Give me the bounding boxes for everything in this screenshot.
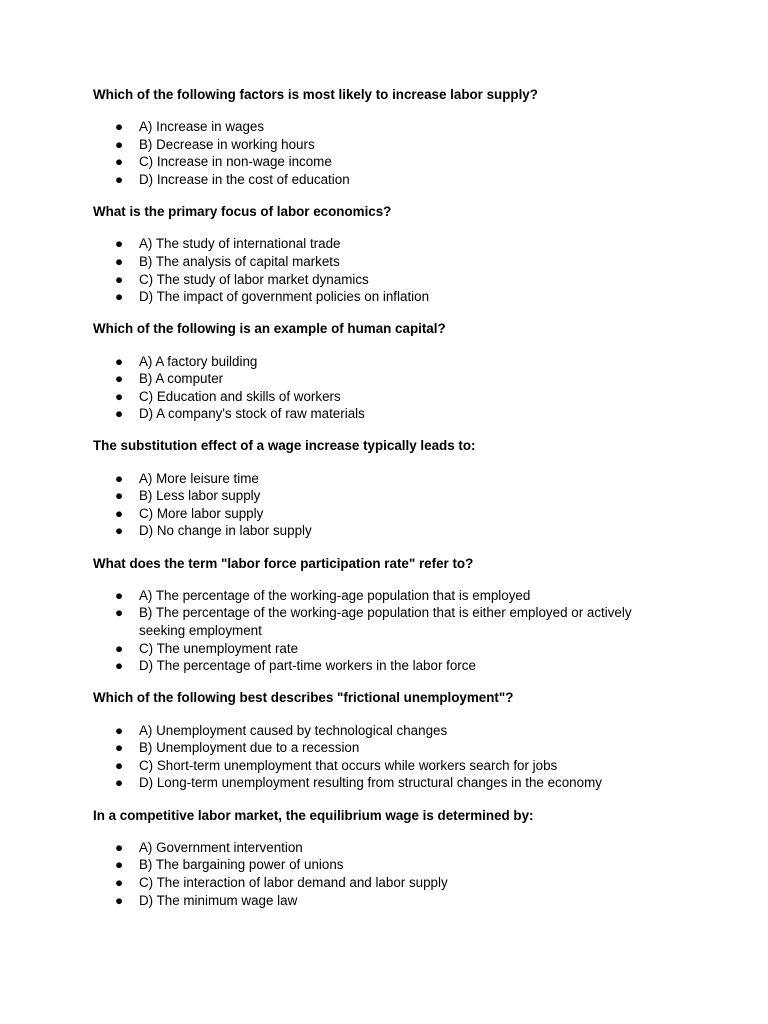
bullet-icon: ● xyxy=(115,388,124,404)
answer-option-text: B) The percentage of the working-age population that is either employed or actively seeking employment xyxy=(139,605,632,638)
answer-option xyxy=(93,604,673,639)
answer-options-list xyxy=(93,235,673,305)
question-text: Which of the following factors is most likely to increase labor supply? xyxy=(93,87,538,102)
question-text: What is the primary focus of labor economics? xyxy=(93,204,392,220)
bullet-icon: ● xyxy=(115,523,124,539)
answer-option-text: C) The interaction of labor demand and labor supply xyxy=(139,874,448,890)
answer-option-text: A) The study of international trade xyxy=(139,236,341,252)
answer-option xyxy=(93,505,673,523)
answer-option-text: B) The bargaining power of unions xyxy=(139,857,344,873)
answer-option-text: B) The analysis of capital markets xyxy=(139,253,340,269)
answer-option xyxy=(93,657,673,675)
bullet-icon: ● xyxy=(115,857,124,873)
answer-option xyxy=(93,136,673,154)
bullet-icon: ● xyxy=(115,353,124,369)
answer-option xyxy=(93,487,673,505)
answer-option-text: B) A computer xyxy=(139,371,224,387)
answer-option xyxy=(93,774,673,792)
answer-option xyxy=(93,288,673,306)
answer-option-text: C) Increase in non-wage income xyxy=(139,154,332,170)
answer-options-list xyxy=(93,587,673,675)
bullet-icon: ● xyxy=(115,587,124,603)
answer-option xyxy=(93,470,673,488)
answer-option xyxy=(93,353,673,371)
answer-option xyxy=(93,388,673,406)
answer-option-text: C) The study of labor market dynamics xyxy=(139,271,369,287)
bullet-icon: ● xyxy=(115,371,124,387)
question-text: Which of the following is an example of human capital? xyxy=(93,321,446,337)
question-text: What does the term "labor force participation rate" refer to? xyxy=(93,555,474,571)
answer-option xyxy=(93,722,673,740)
answer-options-list xyxy=(93,470,673,540)
bullet-icon: ● xyxy=(115,470,124,486)
bullet-icon: ● xyxy=(115,839,124,855)
answer-option-text: D) The minimum wage law xyxy=(139,892,298,908)
answer-option xyxy=(93,892,673,910)
answer-option xyxy=(93,253,673,271)
answer-options-list xyxy=(93,353,673,423)
answer-option xyxy=(93,874,673,892)
answer-option-text: A) A factory building xyxy=(139,353,258,369)
question-text: The substitution effect of a wage increase typically leads to: xyxy=(93,438,476,454)
answer-option xyxy=(93,739,673,757)
bullet-icon: ● xyxy=(115,488,124,504)
bullet-icon: ● xyxy=(115,892,124,908)
answer-option xyxy=(93,522,673,540)
bullet-icon: ● xyxy=(115,154,124,170)
answer-option-text: A) More leisure time xyxy=(139,470,259,486)
answer-options-list xyxy=(93,118,673,188)
bullet-icon: ● xyxy=(115,605,124,621)
answer-option xyxy=(93,235,673,253)
answer-option xyxy=(93,153,673,171)
answer-option-text: C) The unemployment rate xyxy=(139,640,299,656)
bullet-icon: ● xyxy=(115,236,124,252)
answer-option xyxy=(93,757,673,775)
answer-option-text: A) Increase in wages xyxy=(139,119,265,135)
bullet-icon: ● xyxy=(115,640,124,656)
answer-option-text: A) The percentage of the working-age population that is employed xyxy=(139,587,531,603)
bullet-icon: ● xyxy=(115,289,124,305)
answer-option-text: D) The percentage of part-time workers in the labor force xyxy=(139,658,476,674)
answer-option-text: D) The impact of government policies on inflation xyxy=(139,289,430,305)
bullet-icon: ● xyxy=(115,658,124,674)
answer-option-text: B) Decrease in working hours xyxy=(139,136,315,152)
answer-option xyxy=(93,370,673,388)
document-body xyxy=(93,86,673,924)
answer-option-text: C) Short-term unemployment that occurs while workers search for jobs xyxy=(139,757,558,773)
answer-option xyxy=(93,856,673,874)
answer-option-text: B) Unemployment due to a recession xyxy=(139,740,360,756)
bullet-icon: ● xyxy=(115,271,124,287)
answer-option-text: A) Government intervention xyxy=(139,839,303,855)
answer-option-text: C) More labor supply xyxy=(139,505,264,521)
bullet-icon: ● xyxy=(115,136,124,152)
bullet-icon: ● xyxy=(115,119,124,135)
answer-option-text: A) Unemployment caused by technological changes xyxy=(139,722,448,738)
answer-option xyxy=(93,405,673,423)
answer-option-text: B) Less labor supply xyxy=(139,488,261,504)
bullet-icon: ● xyxy=(115,757,124,773)
answer-options-list xyxy=(93,839,673,909)
answer-option xyxy=(93,118,673,136)
bullet-icon: ● xyxy=(115,253,124,269)
answer-option xyxy=(93,171,673,189)
bullet-icon: ● xyxy=(115,171,124,187)
answer-option-text: D) No change in labor supply xyxy=(139,523,312,539)
bullet-icon: ● xyxy=(115,775,124,791)
bullet-icon: ● xyxy=(115,505,124,521)
question-text: Which of the following best describes "frictional unemployment"? xyxy=(93,690,514,706)
answer-option-text: C) Education and skills of workers xyxy=(139,388,341,404)
answer-option xyxy=(93,271,673,289)
answer-option xyxy=(93,640,673,658)
question-text: In a competitive labor market, the equilibrium wage is determined by: xyxy=(93,807,534,823)
answer-option-text: D) A company's stock of raw materials xyxy=(139,406,365,422)
bullet-icon: ● xyxy=(115,740,124,756)
bullet-icon: ● xyxy=(115,406,124,422)
answer-option xyxy=(93,587,673,605)
answer-option xyxy=(93,839,673,857)
bullet-icon: ● xyxy=(115,722,124,738)
answer-options-list xyxy=(93,722,673,792)
bullet-icon: ● xyxy=(115,874,124,890)
answer-option-text: D) Long-term unemployment resulting from structural changes in the economy xyxy=(139,775,602,791)
answer-option-text: D) Increase in the cost of education xyxy=(139,171,350,187)
